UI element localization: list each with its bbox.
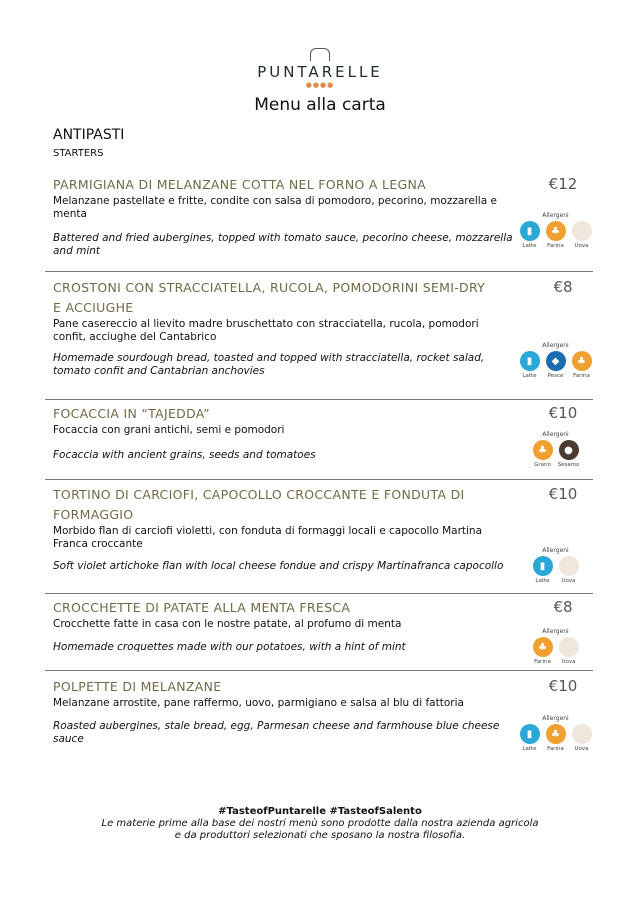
allergen-sesamo: ● Sesamo	[558, 440, 580, 468]
allergens	[518, 342, 593, 379]
item-description-it: Focaccia con grani antichi, semi e pomodori	[53, 424, 285, 436]
item-price: €10	[548, 485, 578, 503]
allergen-uova: Uova	[558, 556, 580, 584]
logo	[0, 48, 640, 89]
farina-icon: ♣	[572, 351, 592, 371]
allergen-latte: ▮ Latte	[532, 556, 554, 584]
menu-item	[53, 404, 593, 468]
uova-icon	[572, 221, 592, 241]
allergen-latte: ▮ Latte	[519, 221, 541, 249]
allergens-label: Allergeni	[542, 547, 569, 554]
latte-icon: ▮	[520, 221, 540, 241]
menu-item	[53, 278, 593, 379]
item-description-it: Pane casereccio al lievito madre bruschettato con stracciatella, rucola, pomodori confit, acciughe del Cantabrico	[53, 318, 479, 343]
brand-name: PUNTARELLE	[257, 63, 383, 81]
divider	[45, 670, 593, 671]
item-name: CROCCHETTE DI PATATE ALLA MENTA FRESCA	[53, 600, 351, 615]
stars-icon: ●●●●	[305, 81, 335, 89]
farina-icon: ♣	[546, 724, 566, 744]
section-title: ANTIPASTI	[53, 127, 125, 143]
menu-item	[53, 598, 593, 665]
item-price: €8	[553, 598, 573, 616]
latte-icon: ▮	[533, 556, 553, 576]
item-description-en: Homemade sourdough bread, toasted and topped with stracciatella, rocket salad, tomato confit and Cantabrian anchovies	[53, 352, 485, 377]
farina-icon: ♣	[533, 637, 553, 657]
allergens-label: Allergeni	[542, 342, 569, 349]
divider	[45, 399, 593, 400]
uova-icon	[559, 556, 579, 576]
pesce-icon: ◆	[546, 351, 566, 371]
allergen-latte: ▮ Latte	[519, 724, 541, 752]
allergens-label: Allergeni	[542, 212, 569, 219]
divider	[45, 593, 593, 594]
menu-item	[53, 175, 593, 257]
page-title: Menu alla carta	[254, 95, 386, 115]
allergen-uova: Uova	[558, 637, 580, 665]
section-subtitle: STARTERS	[53, 148, 104, 159]
item-name: POLPETTE DI MELANZANE	[53, 679, 222, 694]
allergens	[518, 212, 593, 249]
item-name: TORTINO DI CARCIOFI, CAPOCOLLO CROCCANTE E FONDUTA DI FORMAGGIO	[53, 487, 465, 522]
uova-icon	[559, 637, 579, 657]
item-price: €12	[548, 175, 578, 193]
item-description-en: Battered and fried aubergines, topped with tomato sauce, pecorino cheese, mozzarella and mint	[53, 232, 513, 257]
item-description-en: Focaccia with ancient grains, seeds and tomatoes	[53, 449, 316, 461]
allergens-label: Allergeni	[542, 431, 569, 438]
allergen-farina: ♣ Farina	[532, 637, 554, 665]
item-description-it: Morbido flan di carciofi violetti, con fonduta di formaggi locali e capocollo Martina Franca croccante	[53, 525, 483, 550]
menu-item	[53, 485, 593, 584]
menu-item	[53, 677, 593, 752]
allergen-farina: ♣ Farina	[545, 724, 567, 752]
divider	[45, 479, 593, 480]
allergens	[518, 547, 593, 584]
allergens-label: Allergeni	[542, 628, 569, 635]
allergen-uova: Uova	[571, 724, 593, 752]
allergens	[518, 431, 593, 468]
footer	[0, 806, 640, 842]
farina-icon: ♣	[546, 221, 566, 241]
allergen-pesce: ◆ Pesce	[545, 351, 567, 379]
allergens	[518, 628, 593, 665]
allergen-latte: ▮ Latte	[519, 351, 541, 379]
item-description-en: Soft violet artichoke flan with local cheese fondue and crispy Martinafranca capocollo	[53, 560, 504, 572]
item-description-it: Melanzane arrostite, pane raffermo, uovo, parmigiano e salsa al blu di fattoria	[53, 697, 464, 709]
item-description-it: Crocchette fatte in casa con le nostre patate, al profumo di menta	[53, 618, 402, 630]
allergens	[518, 715, 593, 752]
divider	[45, 271, 593, 272]
item-price: €10	[548, 677, 578, 695]
item-description-en: Roasted aubergines, stale bread, egg, Parmesan cheese and farmhouse blue cheese sauce	[53, 720, 500, 745]
item-name: PARMIGIANA DI MELANZANE COTTA NEL FORNO A LEGNA	[53, 177, 427, 192]
latte-icon: ▮	[520, 724, 540, 744]
item-name: FOCACCIA IN “TAJEDDA”	[53, 406, 210, 421]
allergen-farina: ♣ Farina	[571, 351, 593, 379]
uova-icon	[572, 724, 592, 744]
item-description-it: Melanzane pastellate e fritte, condite con salsa di pomodoro, pecorino, mozzarella e menta	[53, 195, 497, 220]
item-name: CROSTONI CON STRACCIATELLA, RUCOLA, POMODORINI SEMI-DRY E ACCIUGHE	[53, 280, 486, 315]
item-price: €8	[553, 278, 573, 296]
sesamo-icon: ●	[559, 440, 579, 460]
hashtags: #TasteofPuntarelle #TasteofSalento	[218, 806, 422, 817]
allergens-label: Allergeni	[542, 715, 569, 722]
allergen-uova: Uova	[571, 221, 593, 249]
allergen-farina: ♣ Farina	[545, 221, 567, 249]
footer-line-1: Le materie prime alla base dei nostri menù sono prodotte dalla nostra azienda agricola	[101, 818, 539, 829]
building-icon	[310, 48, 330, 61]
latte-icon: ▮	[520, 351, 540, 371]
item-price: €10	[548, 404, 578, 422]
grano-icon: ♣	[533, 440, 553, 460]
footer-line-2: e da produttori selezionati che sposano la nostra filosofia.	[174, 830, 466, 841]
item-description-en: Homemade croquettes made with our potatoes, with a hint of mint	[53, 641, 406, 653]
allergen-grano: ♣ Grano	[532, 440, 554, 468]
